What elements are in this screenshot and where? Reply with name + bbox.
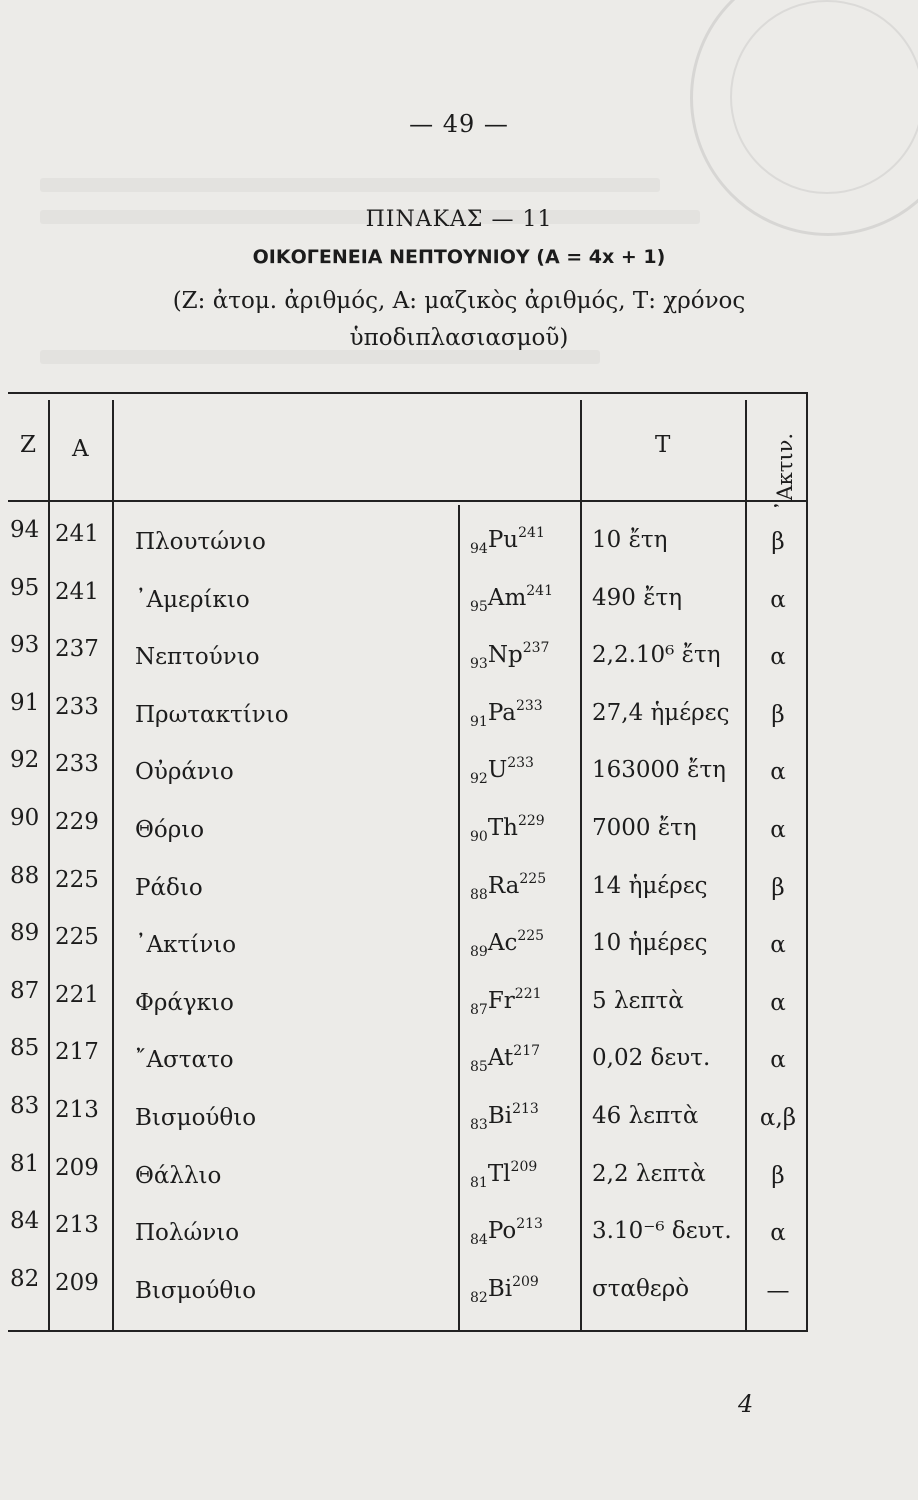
nuclide-atomic-number: 95 xyxy=(470,598,488,615)
cell-decay-type: β xyxy=(771,1162,785,1189)
cell-a: 225 xyxy=(55,866,99,893)
table-row xyxy=(0,805,918,871)
nuclide-atomic-number: 94 xyxy=(470,541,488,557)
nuclide-element: Pu xyxy=(487,527,519,553)
cell-z: 87 xyxy=(10,977,40,1004)
nuclide-element: Pa xyxy=(487,699,516,726)
nuclide-atomic-number: 84 xyxy=(470,1232,488,1249)
legend-line-2: ὑποδιπλασιασμοῦ) xyxy=(349,325,569,351)
family-title: ΟΙΚΟΓΕΝΕΙΑ ΝΕΠΤΟΥΝΙΟΥ (Α = 4x + 1) xyxy=(252,246,666,268)
cell-element-name: Ράδιο xyxy=(135,874,203,901)
table-row xyxy=(0,920,918,986)
table-row xyxy=(0,1035,918,1101)
table-row xyxy=(0,977,918,1044)
cell-half-life: 490 ἔτη xyxy=(592,584,683,611)
page-number-bottom: 4 xyxy=(738,1390,754,1418)
header-bottom-border xyxy=(8,500,808,502)
cell-a: 233 xyxy=(55,693,99,720)
cell-element-name: Θάλλιο xyxy=(135,1162,222,1189)
nuclide-element: Bi xyxy=(487,1103,513,1129)
header-decay: ᾿Ακτιν. xyxy=(773,432,797,512)
cell-z: 85 xyxy=(10,1035,40,1062)
table-row xyxy=(0,1093,918,1159)
cell-nuclide-symbol xyxy=(470,1273,539,1306)
cell-element-name: Φράγκιο xyxy=(135,989,234,1016)
cell-a: 229 xyxy=(55,809,99,835)
nuclide-element: Np xyxy=(487,642,523,669)
cell-decay-type: β xyxy=(771,874,785,901)
cell-a: 225 xyxy=(55,924,99,951)
table-row xyxy=(0,1150,918,1217)
nuclide-mass-number: 209 xyxy=(510,1158,538,1175)
cell-a: 237 xyxy=(55,636,99,663)
nuclide-element: U xyxy=(487,757,508,784)
cell-half-life: 3.10⁻⁶ δευτ. xyxy=(592,1218,732,1245)
cell-nuclide-symbol xyxy=(470,1158,538,1191)
cell-element-name: ῎Αστατο xyxy=(135,1047,234,1074)
cell-a: 241 xyxy=(55,521,99,547)
cell-nuclide-symbol xyxy=(470,697,543,730)
cell-nuclide-symbol xyxy=(470,525,545,557)
cell-decay-type: α xyxy=(770,759,786,786)
cell-half-life: 27,4 ἡμέρες xyxy=(592,699,730,726)
bleed-through-text xyxy=(40,350,600,364)
cell-z: 88 xyxy=(10,862,40,889)
nuclide-atomic-number: 93 xyxy=(470,656,488,673)
table-row xyxy=(0,1208,918,1274)
cell-element-name: Βισμούθιο xyxy=(135,1277,257,1304)
nuclide-mass-number: 233 xyxy=(515,697,543,714)
cell-decay-type: α xyxy=(770,1220,786,1247)
cell-nuclide-symbol xyxy=(470,1101,539,1133)
cell-z: 83 xyxy=(10,1093,40,1119)
cell-nuclide-symbol xyxy=(470,640,550,673)
cell-a: 213 xyxy=(55,1097,99,1123)
cell-half-life: 163000 ἔτη xyxy=(592,757,726,784)
cell-half-life: σταθερὸ xyxy=(592,1275,690,1302)
cell-decay-type: α xyxy=(770,932,786,959)
cell-z: 94 xyxy=(10,517,40,543)
cell-z: 92 xyxy=(10,747,40,774)
cell-element-name: Πολώνιο xyxy=(135,1220,240,1247)
nuclide-element: Ra xyxy=(487,872,520,899)
nuclide-mass-number: 217 xyxy=(513,1043,541,1060)
cell-nuclide-symbol xyxy=(470,928,545,961)
nuclide-mass-number: 225 xyxy=(517,928,545,945)
cell-a: 217 xyxy=(55,1039,99,1066)
cell-z: 95 xyxy=(10,574,40,601)
nuclide-mass-number: 233 xyxy=(507,755,534,772)
cell-nuclide-symbol xyxy=(470,755,534,788)
table-top-border xyxy=(8,392,808,394)
cell-half-life: 2,2 λεπτὰ xyxy=(592,1160,706,1187)
nuclide-element: Th xyxy=(487,815,518,841)
cell-nuclide-symbol xyxy=(470,813,545,845)
cell-nuclide-symbol xyxy=(470,870,547,903)
nuclide-mass-number: 241 xyxy=(526,582,553,599)
nuclide-element: Po xyxy=(487,1218,517,1245)
cell-decay-type: β xyxy=(771,529,785,555)
nuclide-atomic-number: 87 xyxy=(470,1001,488,1018)
cell-half-life: 14 ἡμέρες xyxy=(592,872,708,899)
table-row xyxy=(0,747,918,813)
table-row xyxy=(0,632,918,698)
nuclide-atomic-number: 89 xyxy=(470,944,488,961)
cell-half-life: 10 ἡμέρες xyxy=(592,930,708,957)
cell-half-life: 5 λεπτὰ xyxy=(592,987,684,1014)
cell-element-name: Οὐράνιο xyxy=(135,759,234,786)
cell-element-name: ᾿Αμερίκιο xyxy=(135,586,250,613)
nuclide-atomic-number: 90 xyxy=(470,829,488,845)
cell-half-life: 7000 ἔτη xyxy=(592,815,697,841)
cell-element-name: Πλουτώνιο xyxy=(135,529,266,555)
nuclide-atomic-number: 92 xyxy=(470,771,488,788)
table-row xyxy=(0,862,918,929)
cell-z: 81 xyxy=(10,1150,40,1177)
cell-decay-type: α xyxy=(770,644,786,671)
cell-a: 241 xyxy=(55,578,99,605)
nuclide-atomic-number: 81 xyxy=(470,1174,488,1191)
nuclide-mass-number: 221 xyxy=(514,985,542,1002)
nuclide-atomic-number: 88 xyxy=(470,886,488,903)
cell-element-name: Βισμούθιο xyxy=(135,1105,257,1131)
cell-decay-type: α xyxy=(770,817,786,843)
nuclide-mass-number: 241 xyxy=(518,525,545,541)
cell-z: 89 xyxy=(10,920,40,947)
nuclide-atomic-number: 85 xyxy=(470,1059,488,1076)
nuclide-atomic-number: 91 xyxy=(470,713,488,730)
nuclide-element: Tl xyxy=(487,1160,511,1187)
cell-element-name: Νεπτούνιο xyxy=(135,644,260,671)
cell-element-name: Πρωτακτίνιο xyxy=(135,701,289,728)
bleed-through-text xyxy=(40,178,660,192)
cell-z: 82 xyxy=(10,1265,40,1292)
cell-half-life: 46 λεπτὰ xyxy=(592,1103,699,1129)
table-row xyxy=(0,689,918,756)
cell-a: 209 xyxy=(55,1269,99,1296)
nuclide-element: At xyxy=(487,1045,514,1072)
nuclide-element: Am xyxy=(487,584,527,611)
cell-decay-type: α xyxy=(770,989,786,1016)
cell-a: 221 xyxy=(55,981,99,1008)
cell-decay-type: α xyxy=(770,586,786,613)
nuclide-atomic-number: 82 xyxy=(470,1289,488,1306)
cell-decay-type: β xyxy=(771,701,785,728)
page-number-top: — 49 — xyxy=(409,110,509,138)
cell-a: 209 xyxy=(55,1154,99,1181)
cell-nuclide-symbol xyxy=(470,1043,541,1076)
cell-decay-type: — xyxy=(766,1277,790,1304)
cell-nuclide-symbol xyxy=(470,985,542,1018)
nuclide-mass-number: 213 xyxy=(516,1216,543,1233)
cell-half-life: 0,02 δευτ. xyxy=(592,1045,711,1072)
table-row xyxy=(0,1265,918,1332)
cell-nuclide-symbol xyxy=(470,1216,543,1249)
cell-z: 90 xyxy=(10,805,40,831)
library-seal-inner-ring xyxy=(730,0,918,194)
table-row xyxy=(0,517,918,583)
cell-element-name: Θόριο xyxy=(135,817,205,843)
header-t: Τ xyxy=(655,432,671,458)
nuclide-element: Fr xyxy=(487,987,515,1014)
legend-line-1: (Ζ: ἀτομ. ἀριθμός, Α: μαζικὸς ἀριθμός, Τ: χρόνος xyxy=(172,288,746,314)
table-row xyxy=(0,574,918,641)
cell-decay-type: α xyxy=(770,1047,786,1074)
nuclide-atomic-number: 83 xyxy=(470,1117,488,1133)
nuclide-element: Ac xyxy=(487,930,518,957)
nuclide-mass-number: 209 xyxy=(512,1273,539,1290)
cell-z: 93 xyxy=(10,632,40,659)
nuclide-mass-number: 213 xyxy=(512,1101,539,1117)
cell-element-name: ᾿Ακτίνιο xyxy=(135,932,237,959)
cell-a: 213 xyxy=(55,1212,99,1239)
cell-decay-type: α,β xyxy=(759,1105,797,1131)
header-z: Ζ xyxy=(20,432,36,458)
cell-nuclide-symbol xyxy=(470,582,553,615)
nuclide-mass-number: 225 xyxy=(519,870,547,887)
nuclide-mass-number: 229 xyxy=(517,813,545,829)
cell-z: 84 xyxy=(10,1208,40,1235)
nuclide-element: Bi xyxy=(487,1275,513,1302)
cell-half-life: 2,2.10⁶ ἔτη xyxy=(592,642,721,669)
cell-a: 233 xyxy=(55,751,99,778)
cell-z: 91 xyxy=(10,689,40,716)
cell-half-life: 10 ἔτη xyxy=(592,527,668,553)
nuclide-mass-number: 237 xyxy=(522,640,550,657)
table-label: ΠΙΝΑΚΑΣ — 11 xyxy=(365,207,553,232)
header-a: Α xyxy=(72,436,89,462)
